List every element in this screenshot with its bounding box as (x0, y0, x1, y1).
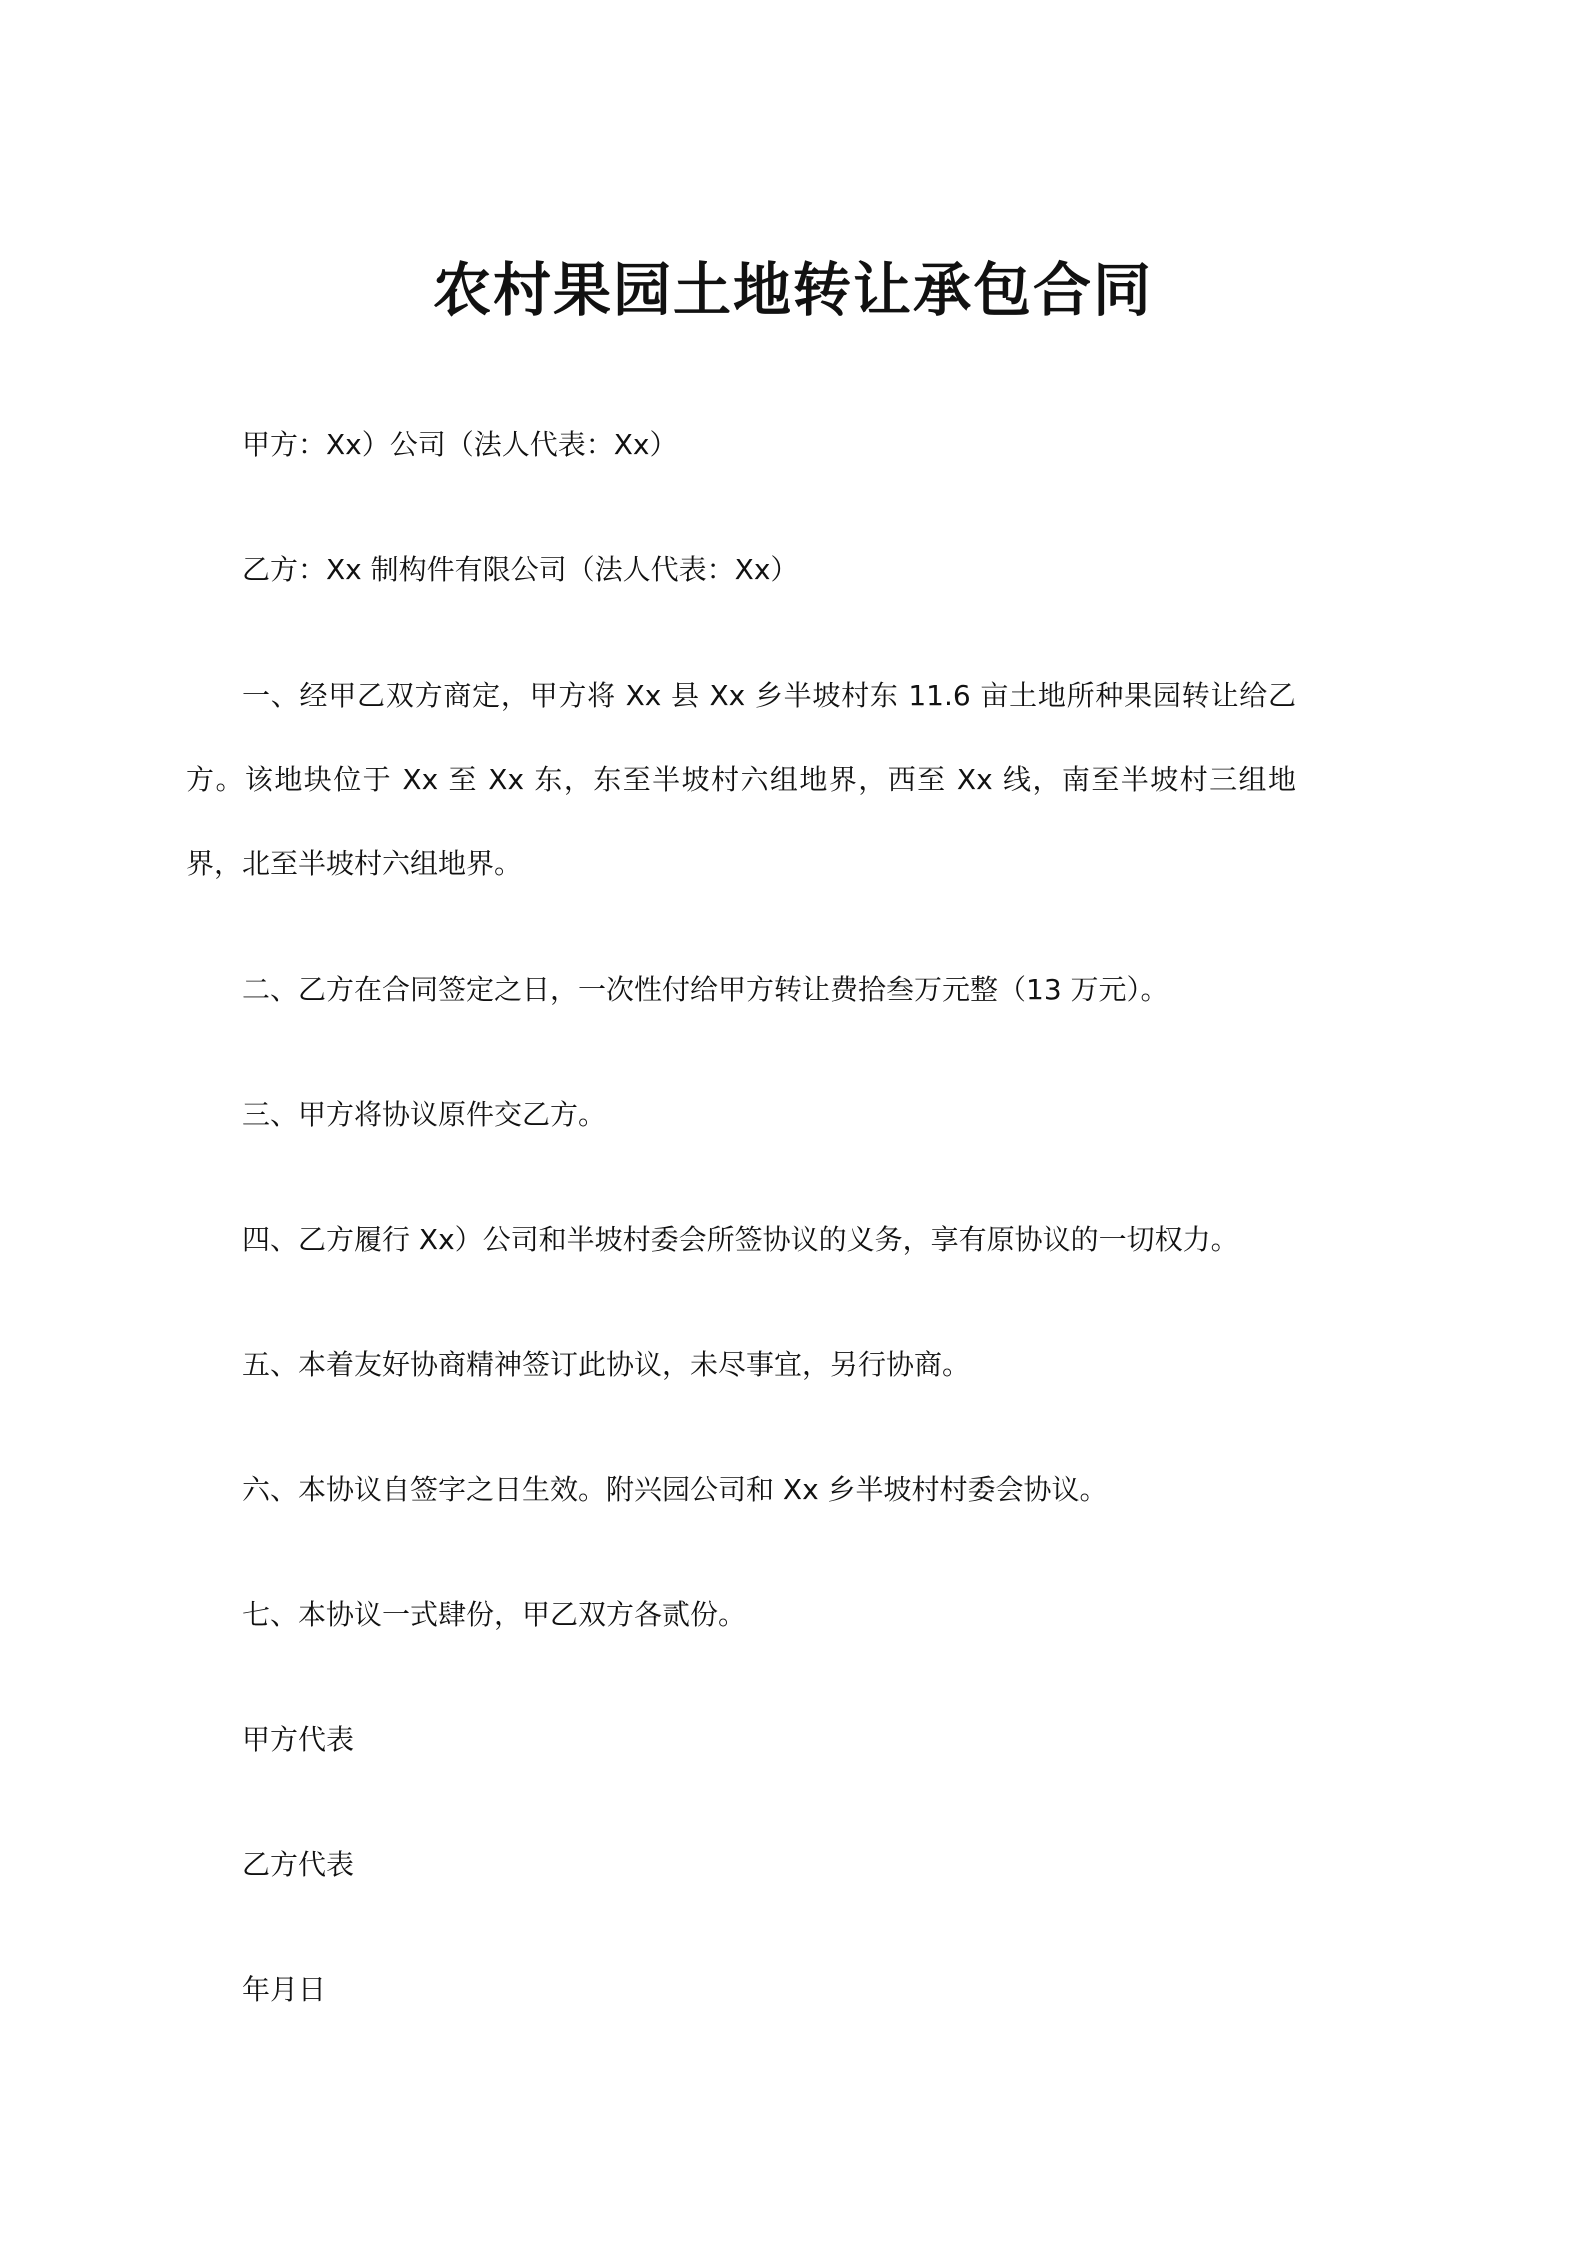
clause-6: 六、本协议自签字之日生效。附兴园公司和 Xx 乡半坡村村委会协议。 (242, 1473, 1108, 1506)
clause-3: 三、甲方将协议原件交乙方。 (242, 1098, 607, 1131)
clause-4: 四、乙方履行 Xx）公司和半坡村委会所签协议的义务，享有原协议的一切权力。 (242, 1223, 1239, 1256)
party-b-line: 乙方：Xx 制构件有限公司（法人代表：Xx） (242, 553, 799, 586)
clause-2: 二、乙方在合同签定之日，一次性付给甲方转让费拾叁万元整（13 万元）。 (242, 973, 1169, 1006)
clause-5: 五、本着友好协商精神签订此协议，未尽事宜，另行协商。 (242, 1348, 971, 1381)
clause-7: 七、本协议一式肆份，甲乙双方各贰份。 (242, 1598, 747, 1631)
signature-party-a: 甲方代表 (242, 1723, 355, 1756)
date-line: 年月日 (242, 1973, 327, 2006)
document-title: 农村果园土地转让承包合同 (432, 256, 1153, 324)
signature-party-b: 乙方代表 (242, 1848, 355, 1881)
party-a-line: 甲方：Xx）公司（法人代表：Xx） (242, 428, 678, 461)
clause-1: 一、经甲乙双方商定，甲方将 Xx 县 Xx 乡半坡村东 11.6 亩土地所种果园转让给乙方。该地块位于 Xx 至 Xx 东，东至半坡村六组地界，西至 Xx 线，南至半坡村三组地界，北至半坡村六组地界。 (186, 679, 1296, 880)
